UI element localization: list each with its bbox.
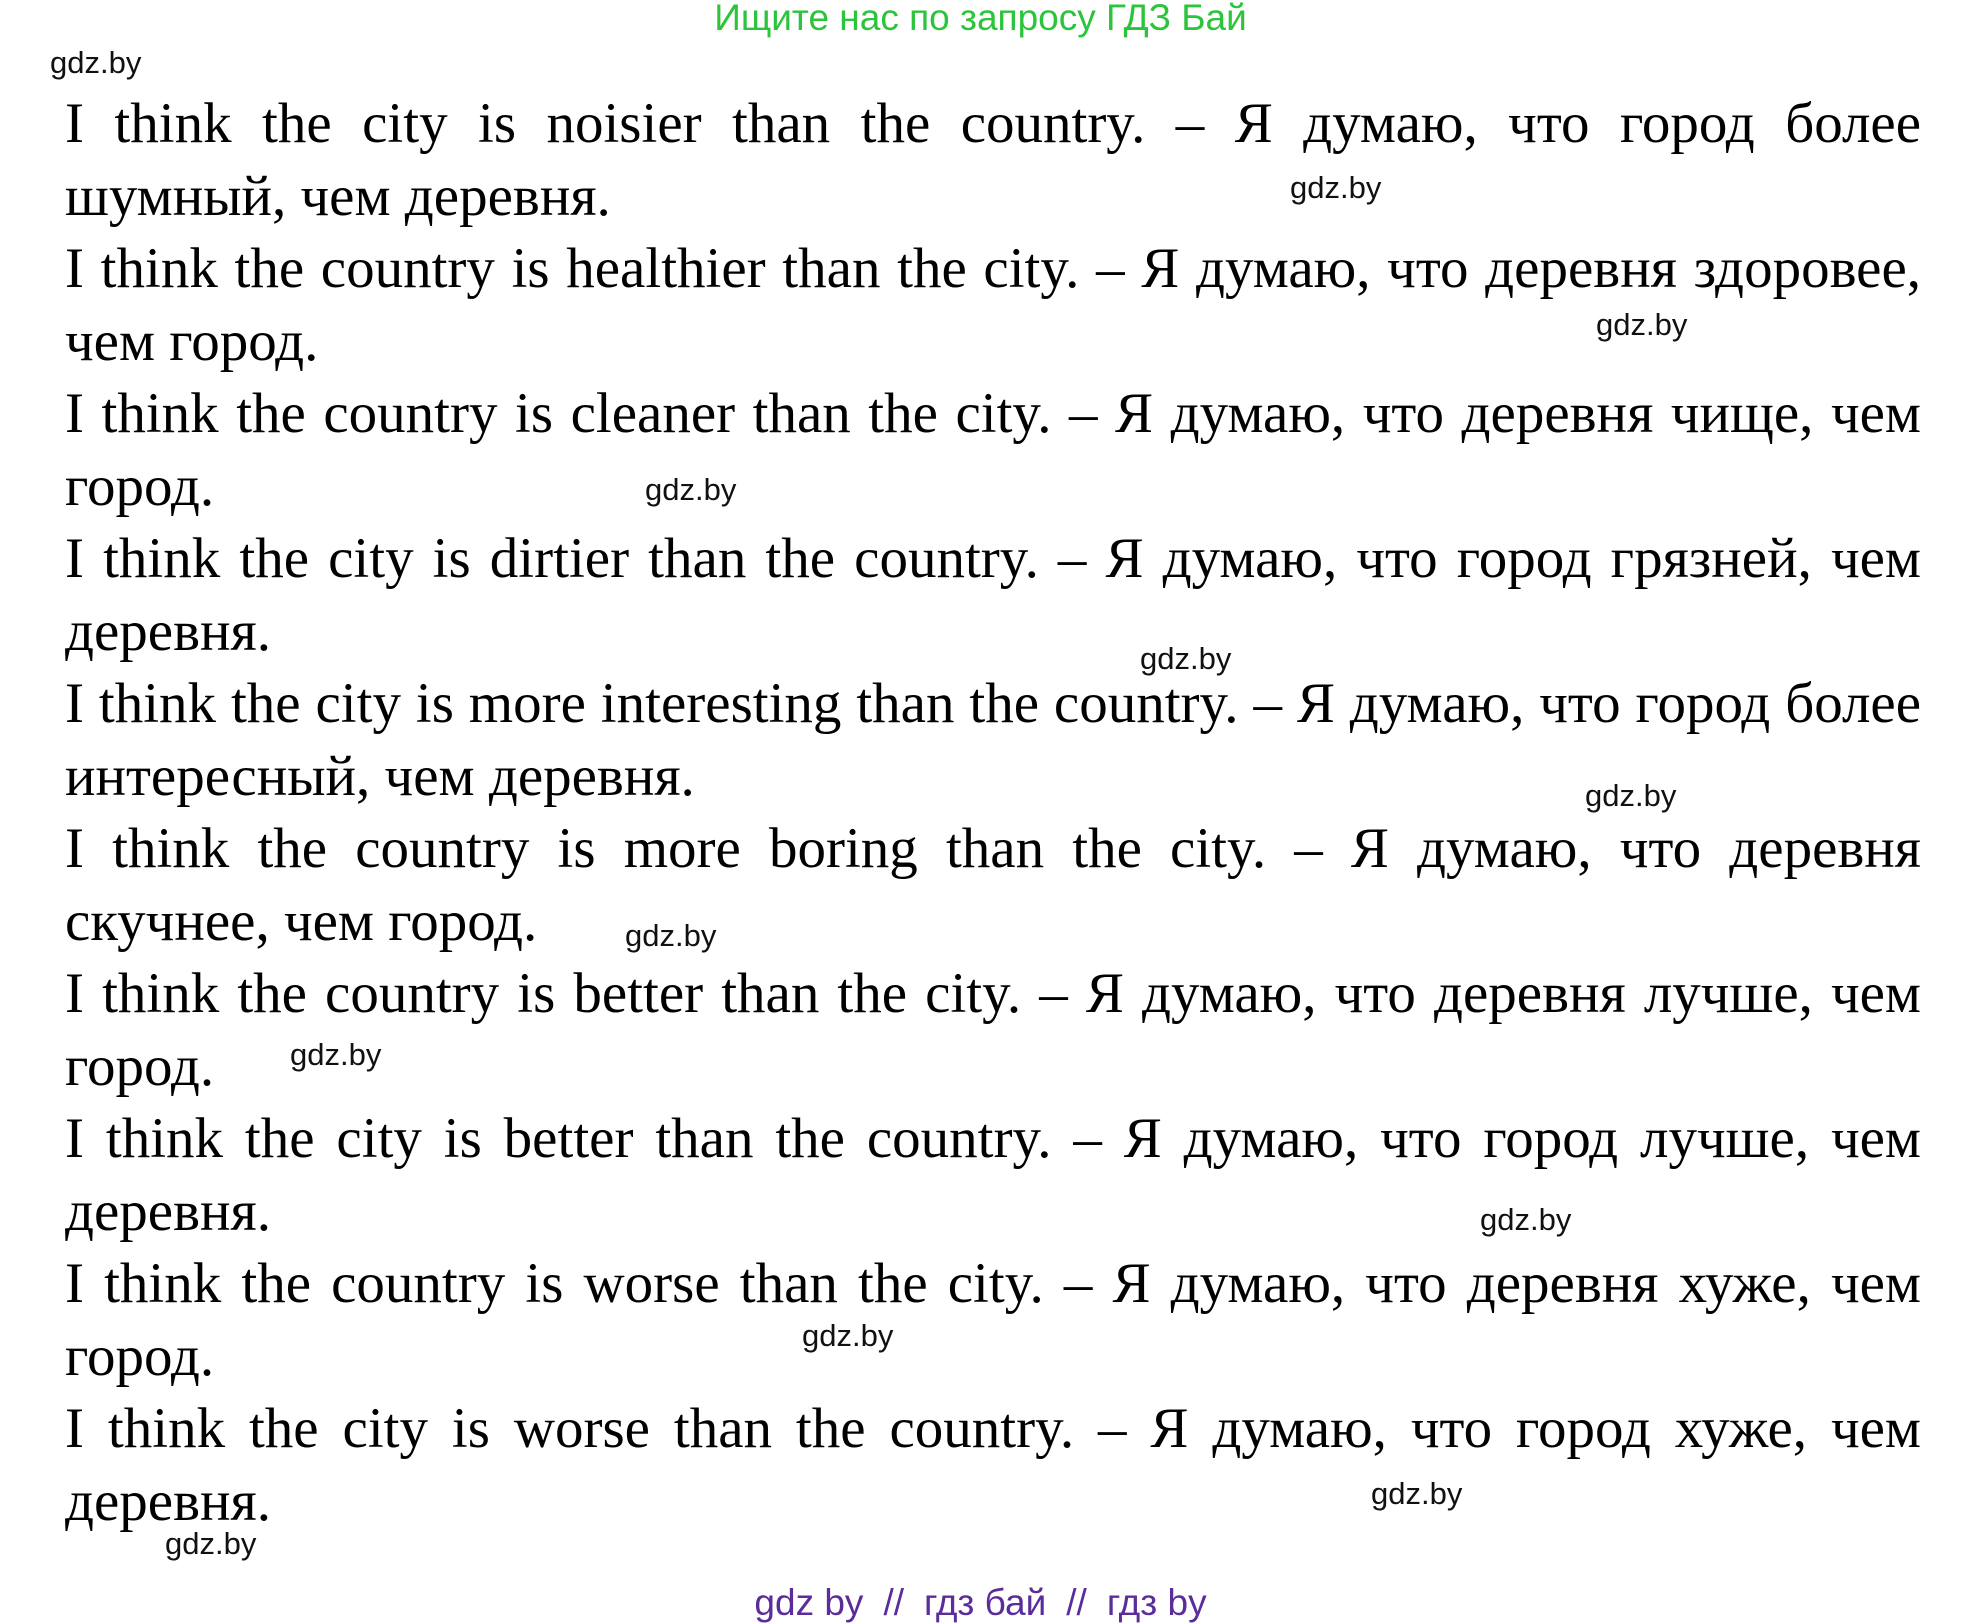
watermark: gdz.by [1290,170,1382,205]
watermark: gdz.by [1480,1202,1572,1237]
sentence-list [65,88,1921,1538]
watermark: gdz.by [1585,778,1677,813]
watermark: gdz.by [625,918,717,953]
sentence-item: I think the country is healthier than the city. – Я думаю, что деревня здоровее, чем город. [65,237,1921,373]
sentence-item: I think the city is more interesting than the country. – Я думаю, что город более интересный, чем деревня. [65,672,1921,808]
watermark: gdz.by [1596,307,1688,342]
header-banner: Ищите нас по запросу ГДЗ Бай [714,0,1247,38]
footer-link-gdz-bai[interactable]: гдз бай [924,1582,1047,1623]
sentence-item: I think the country is worse than the city. – Я думаю, что деревня хуже, чем город. [65,1252,1921,1388]
sentence-item: I think the city is noisier than the country. – Я думаю, что город более шумный, чем деревня. [65,92,1921,228]
sentence-item: I think the city is better than the country. – Я думаю, что город лучше, чем деревня. [65,1107,1921,1243]
watermark: gdz.by [1371,1476,1463,1511]
watermark: gdz.by [290,1037,382,1072]
watermark: gdz.by [802,1318,894,1353]
sentence-item: I think the city is dirtier than the country. – Я думаю, что город грязней, чем деревня. [65,527,1921,663]
footer-links [0,1583,1961,1623]
watermark: gdz.by [50,45,142,80]
watermark: gdz.by [1140,641,1232,676]
sentence-item: I think the country is better than the city. – Я думаю, что деревня лучше, чем город. [65,962,1921,1098]
watermark: gdz.by [165,1526,257,1561]
footer-link-gdz-by[interactable]: gdz by [754,1582,864,1623]
sentence-item: I think the city is worse than the country. – Я думаю, что город хуже, чем деревня. [65,1397,1921,1533]
sentence-item: I think the country is cleaner than the city. – Я думаю, что деревня чище, чем город. [65,382,1921,518]
watermark: gdz.by [645,472,737,507]
footer-separator: // [883,1582,904,1623]
footer-link-gdz-by-cyr[interactable]: гдз by [1106,1582,1207,1623]
footer-separator: // [1066,1582,1087,1623]
sentence-item: I think the country is more boring than the city. – Я думаю, что деревня скучнее, чем город. [65,817,1921,953]
